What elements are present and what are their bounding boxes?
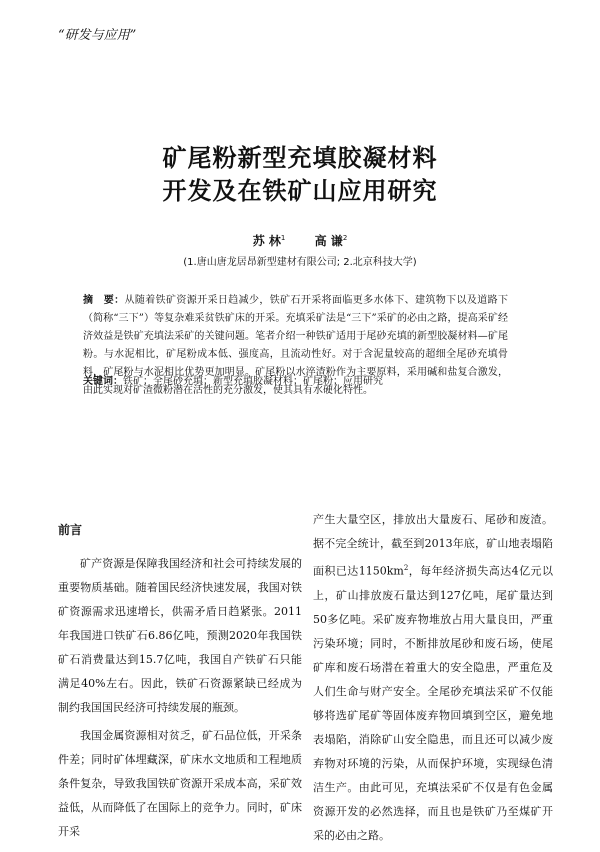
keywords (83, 373, 508, 391)
author-2: 高 谦 (314, 234, 343, 248)
body-text-part-a: 产生大量空区，排放出大量废石、尾砂和废渣。据不完全统计，截至到2013年底，矿山地表塌陷面积已达1150km (313, 513, 553, 578)
section-tag: “研发与应用” (58, 28, 137, 43)
unit-superscript: 2 (403, 564, 409, 572)
author-1: 苏 林 (252, 234, 281, 248)
abstract-label: 摘 要： (83, 295, 125, 306)
body-text-part-b: ，每年经济损失高达4亿元以上，矿山排放废石量达到127亿吨，尾矿量达到50多亿吨。采矿废弃物堆放占用大量良田，严重污染环境；同时，不断排放尾砂和废石场，使尾矿库和废石场潜在着重大的安全隐患，严重危及人们生命与财产安全。全尾砂充填法采矿不仅能够将选矿尾矿等固体废弃物回填到空区，避免地表塌陷，消除矿山安全隐患，而且还可以减少废弃物对环境的污染，从而保护环境，实现绿色清洁生产。由此可见，充填法采矿不仅是有色金属资源开发的必然选择，而且也是铁矿乃至煤矿开采的必由之路。 (313, 564, 553, 842)
intro-heading: 前言 (58, 523, 83, 537)
abstract-text: 从随着铁矿资源开采日趋减少，铁矿石开采将面临更多水体下、建筑物下以及道路下（简称“三下”）等复杂难采贫铁矿床的开采。充填采矿法是“三下”采矿的必由之路，提高采矿经济效益是铁矿充填法采矿的关键问题。笔者介绍一种铁矿适用于尾砂充填的新型胶凝材料—矿尾粉。与水泥相比，矿尾粉成本低、强度高，且流动性好。对于含泥量较高的超细全尾砂充填骨料，矿尾粉与水泥相比优势更加明显。矿尾粉以水淬渣粉作为主要原料，采用碱和盐复合激发，由此实现对矿渣微粉潜在活性的充分激发，使其具有水硬化特性。 (83, 295, 508, 396)
body-column-left (58, 520, 302, 848)
keywords-label: 关键词： (83, 376, 123, 387)
author-2-affil-mark: 2 (342, 234, 348, 242)
article-title (0, 142, 600, 208)
body-paragraph: 矿产资源是保障我国经济和社会可持续发展的重要物质基础。随着国民经济快速发展，我国对铁矿资源需求迅速增长，供需矛盾日趋紧张。2011年我国进口铁矿石6.86亿吨，预测2020年我国铁矿石消费量达到15.7亿吨，我国自产铁矿石只能满足40%左右。因此，铁矿石资源紧缺已经成为制约我国国民经济可持续发展的瓶颈。 (58, 557, 302, 714)
body-column-right (313, 508, 553, 852)
affiliation: (1.唐山唐龙居昂新型建材有限公司; 2.北京科技大学) (183, 257, 417, 268)
author-list (0, 232, 600, 249)
title-line-2: 开发及在铁矿山应用研究 (162, 177, 438, 205)
title-line-1: 矿尾粉新型充填胶凝材料 (162, 144, 438, 172)
body-paragraph: 我国金属资源相对贫乏，矿石品位低，开采条件差；同时矿体埋藏深，矿床水文地质和工程地质条件复杂，导致我国铁矿资源开采成本高，采矿效益低，从而降低了在国际上的竞争力。同时，矿床开采 (58, 729, 302, 838)
body-paragraph (313, 508, 553, 848)
author-1-affil-mark: 1 (280, 234, 286, 242)
keywords-text: 铁矿；全尾砂充填；新型充填胶凝材料；矿尾粉；应用研究 (123, 376, 383, 387)
